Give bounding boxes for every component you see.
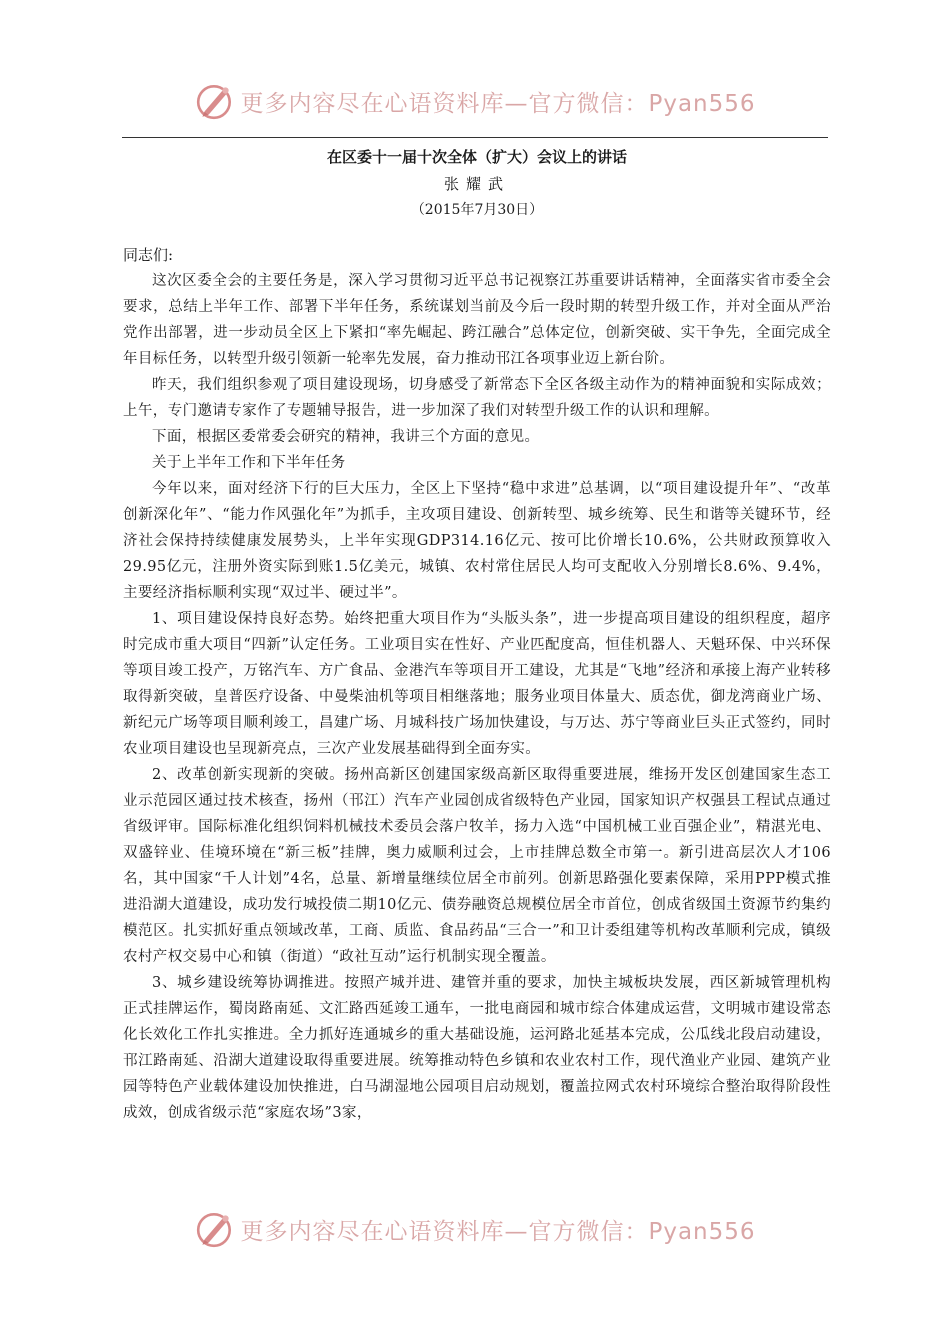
- header-rule: [122, 137, 828, 138]
- section-heading: 关于上半年工作和下半年任务: [152, 455, 346, 471]
- document-date: （2015年7月30日）: [410, 202, 544, 218]
- document-author: 张耀武: [443, 175, 510, 193]
- paragraph: 今年以来，面对经济下行的巨大压力，全区上下坚持“稳中求进”总基调，以“项目建设提升年”、“改革创新深化年”、“能力作风强化年”为抓手，主攻项目建设、创新转型、城乡统筹、民生和谐等关键环节，经济社会保持持续健康发展势头，上半年实现GDP314.16亿元、按可比价增长10.6%，公共财政预算收入29.95亿元，注册外资实际到账1.5亿美元，城镇、农村常住居民人均可支配收入分别增长8.6%、9.4%，主要经济指标顺利实现“双过半、硬过半”。: [123, 481, 831, 601]
- watermark-text: 更多内容尽在心语资料库—官方微信：Pyan556: [240, 1218, 756, 1245]
- salutation: 同志们:: [123, 246, 174, 264]
- watermark-text: 更多内容尽在心语资料库—官方微信：Pyan556: [240, 90, 756, 117]
- watermark-banner-bottom: [0, 1204, 950, 1254]
- paragraph: 下面，根据区委常委会研究的精神，我讲三个方面的意见。: [152, 429, 540, 445]
- paragraph: 昨天，我们组织参观了项目建设现场，切身感受了新常态下全区各级主动作为的精神面貌和实际成效；上午，专门邀请专家作了专题辅导报告，进一步加深了我们对转型升级工作的认识和理解。: [123, 377, 831, 419]
- paragraph: 3、城乡建设统筹协调推进。按照产城并进、建管并重的要求，加快主城板块发展，西区新城管理机构正式挂牌运作，蜀岗路南延、文汇路西延竣工通车，一批电商园和城市综合体建成运营，文明城市建设常态化长效化工作扎实推进。全力抓好连通城乡的重大基础设施，运河路北延基本完成，公瓜线北段启动建设，邗江路南延、沿湖大道建设取得重要进展。统筹推动特色乡镇和农业农村工作，现代渔业产业园、建筑产业园等特色产业载体建设加快推进，白马湖湿地公园项目启动规划，覆盖拉网式农村环境综合整治取得阶段性成效，创成省级示范“家庭农场”3家，: [123, 975, 831, 1121]
- document: [123, 142, 831, 1126]
- watermark-banner-top: [0, 76, 950, 126]
- paragraph: 这次区委全会的主要任务是，深入学习贯彻习近平总书记视察江苏重要讲话精神，全面落实省市委全会要求，总结上半年工作、部署下半年任务，系统谋划当前及今后一段时期的转型升级工作，并对全面从严治党作出部署，进一步动员全区上下紧扣“率先崛起、跨江融合”总体定位，创新突破、实干争先，全面完成全年目标任务，以转型升级引领新一轮率先发展，奋力推动邗江各项事业迈上新台阶。: [123, 273, 831, 367]
- pen-logo-icon: [194, 80, 236, 122]
- pen-logo-icon: [194, 1208, 236, 1250]
- paragraph: 2、改革创新实现新的突破。扬州高新区创建国家级高新区取得重要进展，维扬开发区创建国家生态工业示范园区通过技术核查，扬州（邗江）汽车产业园创成省级特色产业园，国家知识产权强县工程试点通过省级评审。国际标准化组织饲料机械技术委员会落户牧羊，扬力入选“中国机械工业百强企业”，精湛光电、双盛锌业、佳境环境在“新三板”挂牌，奥力威顺利过会，上市挂牌总数全市第一。新引进高层次人才106名，其中国家“千人计划”4名，总量、新增量继续位居全市前列。创新思路强化要素保障，采用PPP模式推进沿湖大道建设，成功发行城投债二期10亿元、债券融资总规模位居全市首位，创成省级国土资源节约集约模范区。扎实抓好重点领域改革，工商、质监、食品药品“三合一”和卫计委组建等机构改革顺利完成，镇级农村产权交易中心和镇（街道）“政社互动”运行机制实现全覆盖。: [123, 767, 831, 965]
- document-body: [123, 268, 831, 1126]
- document-title: 在区委十一届十次全体（扩大）会议上的讲话: [326, 148, 627, 166]
- paragraph: 1、项目建设保持良好态势。始终把重大项目作为“头版头条”，进一步提高项目建设的组织程度，超序时完成市重大项目“四新”认定任务。工业项目实在性好、产业匹配度高，恒佳机器人、天魁环保、中兴环保等项目竣工投产，万铭汽车、方广食品、金港汽车等项目开工建设，尤其是“飞地”经济和承接上海产业转移取得新突破，皇普医疗设备、中曼柴油机等项目相继落地；服务业项目体量大、质态优，御龙湾商业广场、新纪元广场等项目顺利竣工，昌建广场、月城科技广场加快建设，与万达、苏宁等商业巨头正式签约，同时农业项目建设也呈现新亮点，三次产业发展基础得到全面夯实。: [123, 611, 831, 757]
